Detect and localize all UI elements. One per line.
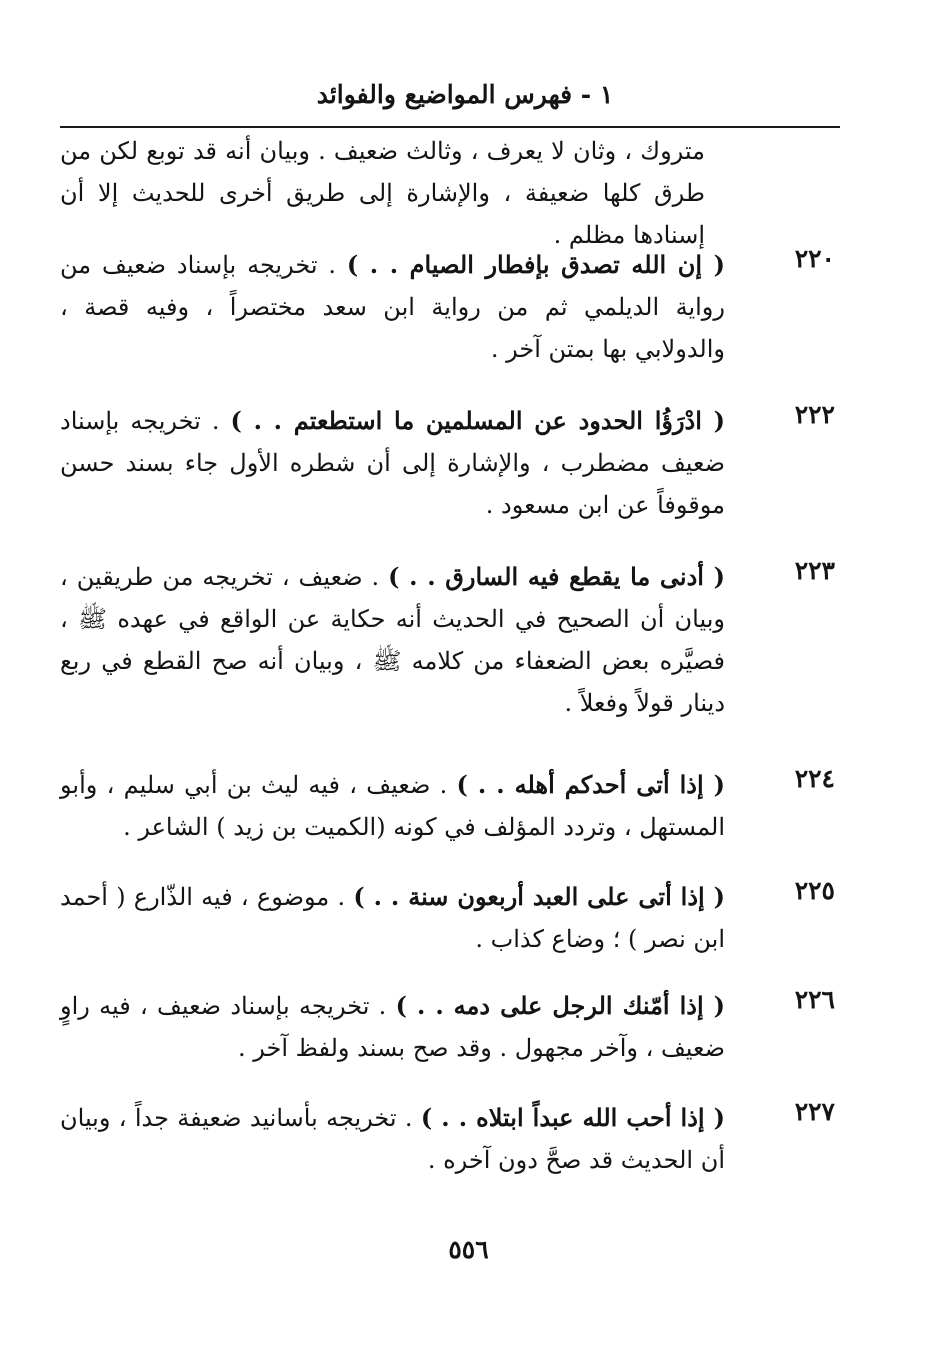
hadith-title: ( إذا أحب الله عبداً ابتلاه . . ) — [420, 1103, 725, 1132]
entry-body — [60, 764, 725, 848]
entry-text: . تخريجه بإسناد ضعيف من رواية الديلمي ثم من رواية ابن سعد مختصراً ، وفيه قصة ، والدولابي بها بمتن آخر . — [60, 251, 725, 363]
hadith-title: ( إن الله تصدق بإفطار الصيام . . ) — [346, 250, 725, 279]
hadith-title: ( إذا أمّنك الرجل على دمه . . ) — [395, 991, 725, 1020]
entry-number: ٢٢٦ — [794, 985, 835, 1014]
entry-number: ٢٢٧ — [794, 1097, 835, 1126]
entry-number: ٢٢٥ — [794, 876, 835, 905]
entry-number: ٢٢٤ — [794, 764, 835, 793]
entry-body — [60, 244, 725, 370]
entry-text: . تخريجه بإسناد ضعيف مضطرب ، والإشارة إلى أن شطره الأول جاء بسند حسن موقوفاً عن ابن مسعود . — [60, 407, 726, 519]
hadith-title: ( إذا أتى أحدكم أهله . . ) — [456, 770, 725, 799]
entry-body — [60, 556, 725, 724]
entry-body — [60, 985, 725, 1069]
page-header: ١ - فهرس المواضيع والفوائد — [316, 80, 614, 109]
entry-text: . تخريجه بأسانيد ضعيفة جداً ، وبيان أن الحديث قد صحَّ دون آخره . — [60, 1104, 725, 1174]
entry-number: ٢٢٣ — [794, 556, 835, 585]
entry-text: . تخريجه بإسناد ضعيف ، فيه راوٍ ضعيف ، وآخر مجهول . وقد صح بسند ولفظ آخر . — [60, 992, 725, 1062]
hadith-title: ( أدنى ما يقطع فيه السارق . . ) — [388, 562, 725, 591]
entry-text: . ضعيف ، فيه ليث بن أبي سليم ، وأبو المستهل ، وتردد المؤلف في كونه (الكميت بن زيد ) الشاعر . — [60, 771, 725, 841]
entry-body — [60, 400, 725, 526]
hadith-title: ( إذا أتى على العبد أربعون سنة . . ) — [353, 882, 725, 911]
entry-body — [60, 876, 725, 960]
continuation-text: متروك ، وثان لا يعرف ، وثالث ضعيف . وبيان أنه قد توبع لكن من طرق كلها ضعيفة ، والإشارة إلى طريق أخرى للحديث إلا أن إسنادها مظلم . — [60, 137, 705, 249]
entry-body — [60, 1097, 725, 1181]
entry-text: . موضوع ، فيه الذّارع ( أحمد ابن نصر ) ؛ وضاع كذاب . — [60, 883, 725, 953]
entry-number: ٢٢٢ — [794, 400, 835, 429]
entry-number: ٢٢٠ — [794, 244, 835, 273]
hadith-title: ( ادْرَؤُا الحدود عن المسلمين ما استطعتم . . ) — [230, 406, 725, 435]
header-rule — [60, 126, 840, 128]
entry-text: . ضعيف ، تخريجه من طريقين ، وبيان أن الصحيح في الحديث أنه حكاية عن الواقع في عهده ﷺ ، فصيَّره بعض الضعفاء من كلامه ﷺ ، وبيان أنه صح القطع في ربع دينار قولاً وفعلاً . — [60, 563, 725, 717]
page-number: ٥٥٦ — [448, 1235, 489, 1264]
